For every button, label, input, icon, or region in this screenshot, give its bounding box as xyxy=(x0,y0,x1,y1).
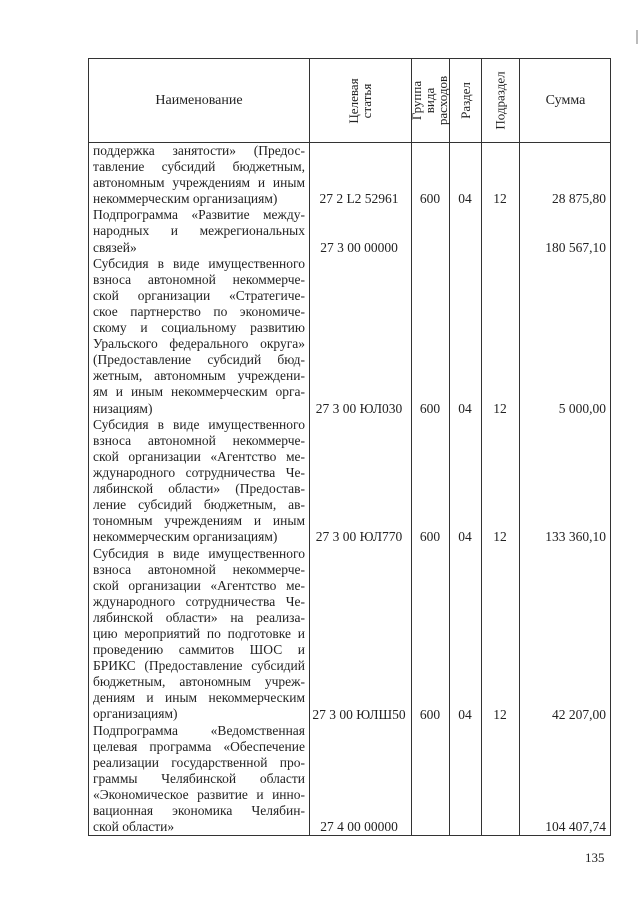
row-sum: 133 360,10 xyxy=(545,529,606,545)
row-name: Субсидия в виде имущественного взноса автономной некоммерче- ской организации «Агентство ме- ждународного сотрудничества Че- лябинской области» на реализа- цию мероприятий по подготовке и проведению саммитов ШОС и БРИКС (Предоставление субсидий бюджетным, автономным учреж- дениям и иным некоммерческим организациям) xyxy=(93,545,305,722)
row-subsection: 12 xyxy=(493,191,507,207)
row-subsection: 12 xyxy=(493,529,507,545)
row-group: 600 xyxy=(419,529,441,545)
row-name: Подпрограмма «Развитие между- народных и межрегиональных связей» xyxy=(93,207,305,255)
row-code: 27 3 00 ЮЛ030 xyxy=(315,400,403,416)
row-subsection: 12 xyxy=(493,400,507,416)
row-sum: 42 207,00 xyxy=(552,706,606,722)
row-code: 27 3 00 00000 xyxy=(320,239,398,255)
row-group: 600 xyxy=(419,706,441,722)
scan-edge-mark xyxy=(636,30,638,44)
row-name: поддержка занятости» (Предос- тавление субсидий бюджетным, автономным учреждениям и иным некоммерческим организациям) xyxy=(93,143,305,207)
row-code: 27 3 00 ЮЛ770 xyxy=(315,529,403,545)
header-group: Группа вида расходов xyxy=(409,75,451,126)
row-name: Подпрограмма «Ведомственная целевая программа «Обеспечение реализации государственной про- граммы Челябинской области «Экономическое развитие и инно- вационная экономика Челябин- ской области» xyxy=(93,722,305,835)
row-section: 04 xyxy=(458,706,472,722)
header-section: Раздел xyxy=(457,82,473,119)
row-code: 27 4 00 00000 xyxy=(320,819,398,835)
row-group: 600 xyxy=(419,400,441,416)
page-number: 135 xyxy=(585,850,605,865)
row-code: 27 2 L2 52961 xyxy=(319,191,399,207)
row-section: 04 xyxy=(458,191,472,207)
row-section: 04 xyxy=(458,529,472,545)
header-subsection: Подраздел xyxy=(492,71,508,130)
row-sum: 104 407,74 xyxy=(545,819,606,835)
row-code: 27 3 00 ЮЛШ50 xyxy=(312,706,406,722)
row-sum: 28 875,80 xyxy=(552,191,606,207)
row-sum: 180 567,10 xyxy=(545,239,606,255)
row-name: Субсидия в виде имущественного взноса автономной некоммерче- ской организации «Агентство ме- ждународного сотрудничества Че- лябинской области» (Предостав- ление субсидий бюджетным, ав- тономным учреждениям и иным некоммерческим организациям) xyxy=(93,416,305,545)
row-section: 04 xyxy=(458,400,472,416)
row-group: 600 xyxy=(419,191,441,207)
row-sum: 5 000,00 xyxy=(558,400,606,416)
header-sum: Сумма xyxy=(545,92,586,108)
header-target: Целевая статья xyxy=(346,77,374,124)
header-name: Наименование xyxy=(155,92,243,108)
row-subsection: 12 xyxy=(493,706,507,722)
row-name: Субсидия в виде имущественного взноса автономной некоммерче- ской организации «Стратегиче- ское партнерство по экономиче- скому и социальному развитию Уральского федерального округа» (Предоставление субсидий бюд- жетным, автономным учреждени- ям и иным некоммерческим орга- низациям) xyxy=(93,255,305,416)
budget-table xyxy=(88,58,611,836)
